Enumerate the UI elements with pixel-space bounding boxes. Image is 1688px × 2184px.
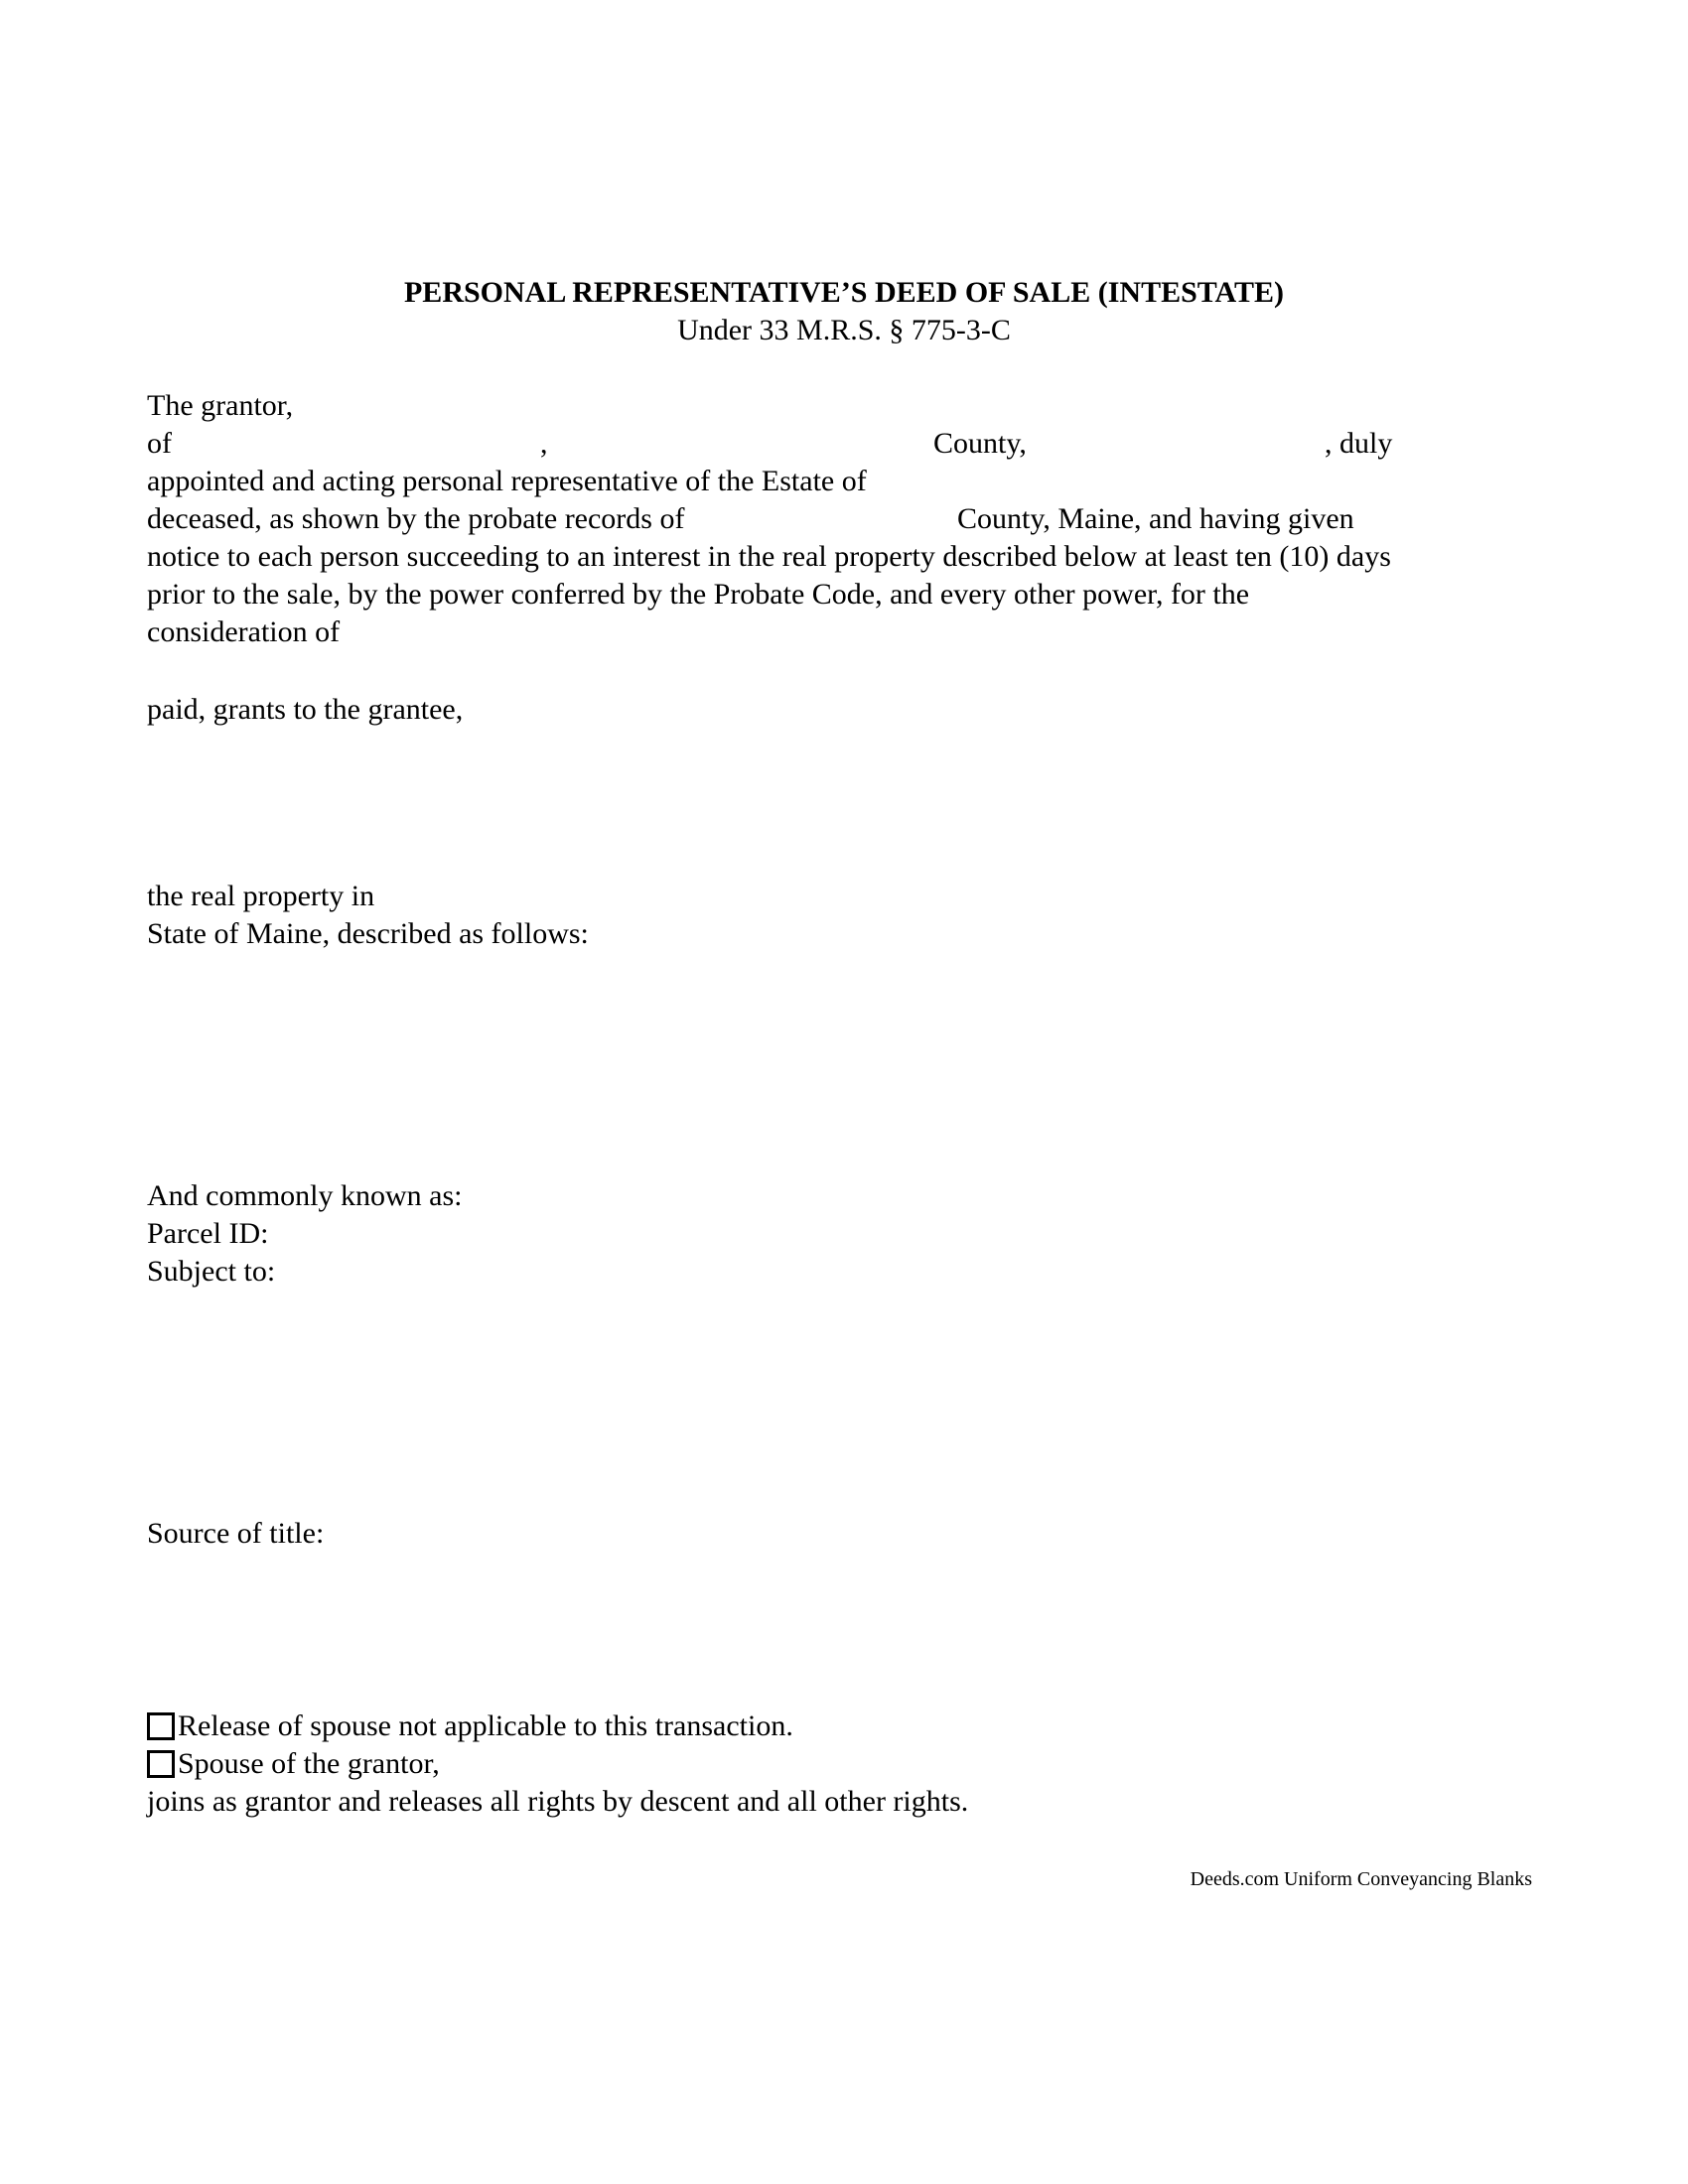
- of-label: of: [147, 427, 172, 460]
- property-line: the real property in: [147, 880, 375, 912]
- deceased-line: deceased, as shown by the probate records of: [147, 502, 685, 535]
- paid-line: paid, grants to the grantee,: [147, 693, 464, 726]
- spouse-of-grantor-label: Spouse of the grantor,: [178, 1747, 440, 1780]
- subject-to-label: Subject to:: [147, 1255, 276, 1288]
- footer-credit: Deeds.com Uniform Conveyancing Blanks: [1190, 1868, 1532, 1890]
- duly-label: , duly: [1325, 427, 1393, 460]
- release-not-applicable-checkbox[interactable]: [147, 1712, 175, 1740]
- county-label: County,: [933, 427, 1027, 460]
- spouse-of-grantor-option[interactable]: [147, 1745, 440, 1783]
- of-comma: ,: [540, 427, 548, 460]
- commonly-known-label: And commonly known as:: [147, 1179, 463, 1212]
- grantor-label: The grantor,: [147, 389, 294, 422]
- document-subtitle: Under 33 M.R.S. § 775-3-C: [677, 314, 1011, 346]
- appointed-line: appointed and acting personal representative of the Estate of: [147, 465, 867, 497]
- release-not-applicable-option[interactable]: [147, 1707, 793, 1745]
- joins-line: joins as grantor and releases all rights by descent and all other rights.: [147, 1785, 969, 1818]
- prior-line: prior to the sale, by the power conferred by the Probate Code, and every other power, for the: [147, 578, 1250, 611]
- county-maine-line: County, Maine, and having given: [957, 502, 1354, 535]
- parcel-id-label: Parcel ID:: [147, 1217, 269, 1250]
- source-of-title-label: Source of title:: [147, 1517, 325, 1550]
- spouse-of-grantor-checkbox[interactable]: [147, 1750, 175, 1778]
- state-line: State of Maine, described as follows:: [147, 917, 589, 950]
- notice-line: notice to each person succeeding to an interest in the real property described below at least ten (10) days: [147, 540, 1391, 573]
- release-not-applicable-label: Release of spouse not applicable to this transaction.: [178, 1709, 793, 1742]
- consideration-line: consideration of: [147, 615, 341, 648]
- document-title: PERSONAL REPRESENTATIVE’S DEED OF SALE (INTESTATE): [403, 276, 1285, 309]
